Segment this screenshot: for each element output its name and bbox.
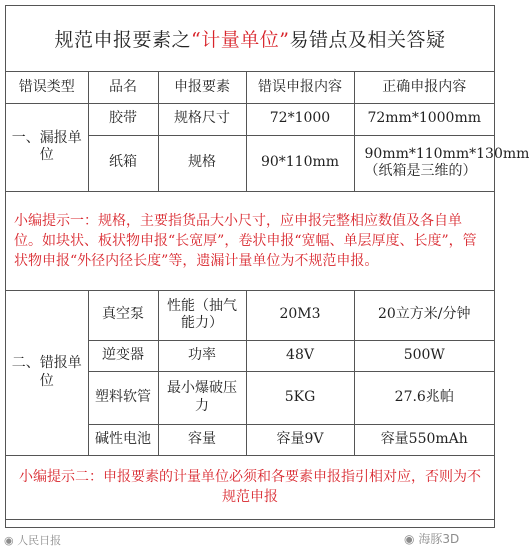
section-label: 一、漏报单位	[6, 103, 88, 191]
tip-row	[6, 191, 494, 290]
wechat-logo-icon: ◉	[404, 532, 415, 546]
col-header-name: 品名	[88, 72, 158, 103]
title-before: 规范申报要素之	[54, 29, 192, 51]
element-name: 规格尺寸	[158, 103, 246, 135]
product-name: 真空泵	[88, 290, 158, 340]
right-value: 90mm*110mm*130mm（纸箱是三维的）	[354, 135, 494, 191]
element-name: 容量	[158, 424, 246, 455]
watermark-right	[404, 530, 459, 547]
table-row	[6, 290, 494, 340]
header-row	[6, 72, 494, 103]
section-label: 二、错报单位	[6, 290, 88, 455]
weibo-logo-icon: ◉	[4, 534, 14, 547]
table-row	[6, 103, 494, 135]
product-name: 逆变器	[88, 340, 158, 371]
tip-row	[6, 455, 494, 519]
wrong-value: 90*110mm	[246, 135, 354, 191]
product-name: 塑料软管	[88, 371, 158, 424]
product-name: 纸箱	[88, 135, 158, 191]
wrong-value: 20M3	[246, 290, 354, 340]
watermark-left-text: 人民日报	[17, 534, 62, 547]
watermark-left	[4, 532, 61, 548]
product-name: 胶带	[88, 103, 158, 135]
right-value: 20立方米/分钟	[354, 290, 494, 340]
element-name: 最小爆破压力	[158, 371, 246, 424]
element-name: 性能（抽气能力）	[158, 290, 246, 340]
title-after: 易错点及相关答疑	[289, 29, 446, 51]
title-highlight: “计量单位”	[191, 29, 290, 51]
page-title	[6, 6, 494, 72]
wrong-value: 容量9V	[246, 424, 354, 455]
right-value: 72mm*1000mm	[354, 103, 494, 135]
document-sheet	[5, 5, 529, 528]
right-value: 500W	[354, 340, 494, 371]
wrong-value: 72*1000	[246, 103, 354, 135]
declaration-table	[6, 72, 529, 520]
element-name: 功率	[158, 340, 246, 371]
col-header-element: 申报要素	[158, 72, 246, 103]
tip-one: 小编提示一：规格，主要指货品大小尺寸，应申报完整相应数值及各自单位。如块状、板状物申报“长宽厚”，卷状申报“宽幅、单层厚度、长度”，管状物申报“外径内径长度”等，遗漏计量单位为不规范申报。	[6, 191, 494, 290]
element-name: 规格	[158, 135, 246, 191]
col-header-type: 错误类型	[6, 72, 88, 103]
wrong-value: 5KG	[246, 371, 354, 424]
col-header-right: 正确申报内容	[354, 72, 494, 103]
watermark-right-text: 海豚3D	[418, 532, 460, 546]
right-value: 容量550mAh	[354, 424, 494, 455]
product-name: 碱性电池	[88, 424, 158, 455]
wrong-value: 48V	[246, 340, 354, 371]
tip-two: 小编提示二：申报要素的计量单位必须和各要素申报指引相对应，否则为不规范申报	[6, 455, 494, 519]
right-value: 27.6兆帕	[354, 371, 494, 424]
col-header-wrong: 错误申报内容	[246, 72, 354, 103]
